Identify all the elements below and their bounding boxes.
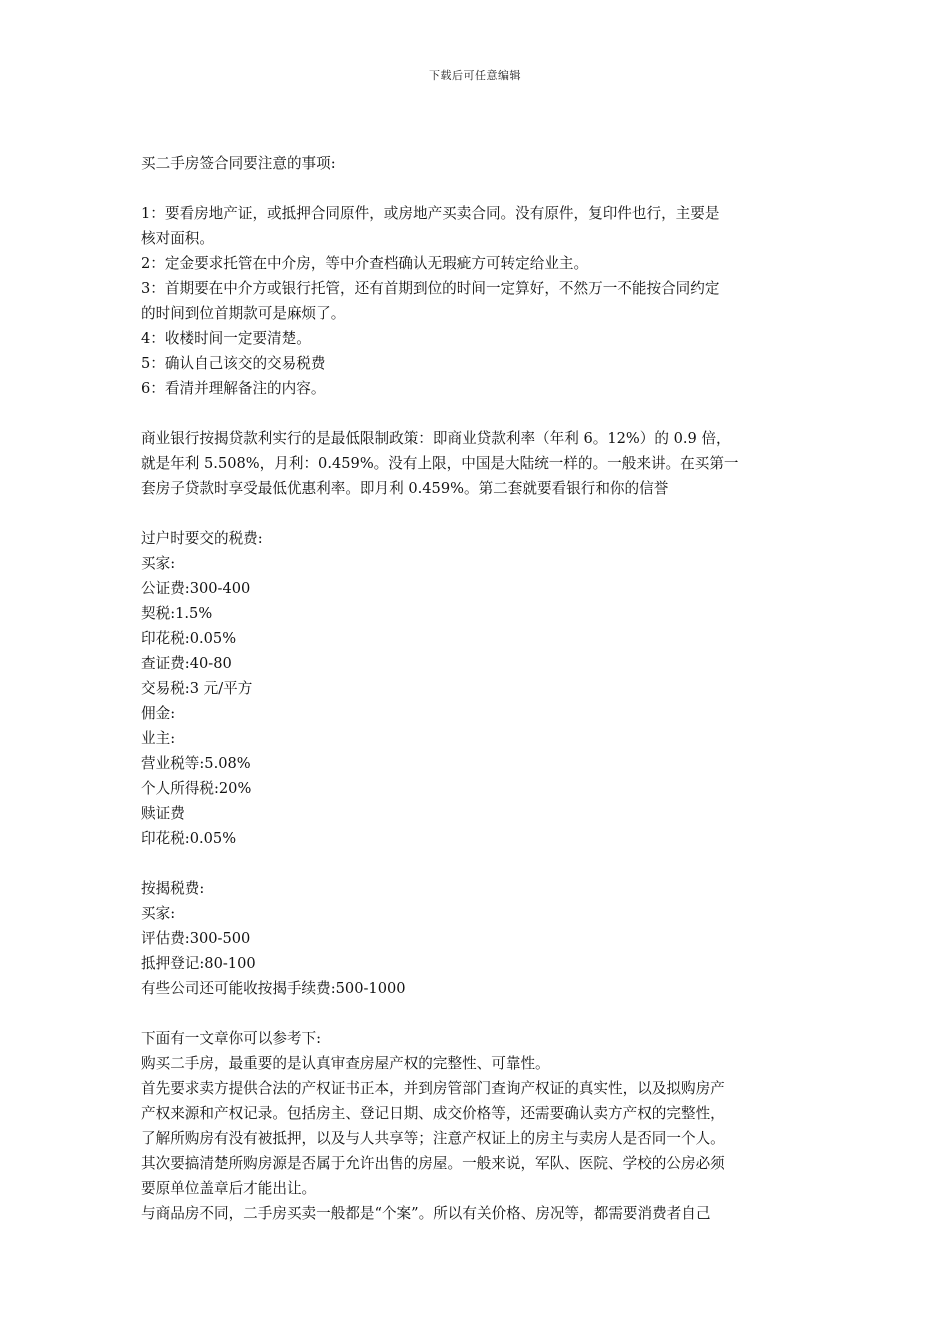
list-line: 营业税等:5.08% [141, 755, 251, 772]
paragraph-line: 购买二手房，最重要的是认真审查房屋产权的完整性、可靠性。 [141, 1055, 550, 1072]
list-line: 个人所得税:20% [141, 780, 252, 797]
paragraph-line: 下面有一文章你可以参考下: [141, 1030, 322, 1047]
paragraph-line: 要原单位盖章后才能出让。 [141, 1180, 317, 1197]
section-loan-rate [141, 426, 813, 501]
blank-line [141, 851, 813, 876]
paragraph-line: 4：收楼时间一定要清楚。 [141, 330, 311, 347]
list-line: 买家: [141, 555, 176, 572]
blank-line [141, 176, 813, 201]
list-line: 评估费:300-500 [141, 930, 251, 947]
list-line: 赎证费 [141, 805, 185, 822]
paragraph-line: 核对面积。 [141, 230, 214, 247]
paragraph-line: 2：定金要求托管在中介房，等中介查档确认无瑕疵方可转定给业主。 [141, 255, 589, 272]
list-line: 印花税:0.05% [141, 630, 237, 647]
paragraph-line: 就是年利 5.508%，月利：0.459%。没有上限，中国是大陆统一样的。一般来讲。在买第一 [141, 455, 739, 472]
list-line: 业主: [141, 730, 176, 747]
paragraph-line: 3：首期要在中介方或银行托管，还有首期到位的时间一定算好，不然万一不能按合同约定 [141, 280, 720, 297]
list-line: 买家: [141, 905, 176, 922]
section-mortgage-fees [141, 876, 813, 1001]
list-line: 查证费:40-80 [141, 655, 232, 672]
list-line: 佣金: [141, 705, 176, 722]
section-transfer-fees [141, 526, 813, 851]
blank-line [141, 1001, 813, 1026]
paragraph-line: 了解所购房有没有被抵押，以及与人共享等；注意产权证上的房主与卖房人是否同一个人。 [141, 1130, 725, 1147]
list-line: 印花税:0.05% [141, 830, 237, 847]
page-header-note: 下载后可任意编辑 [429, 69, 521, 82]
blank-line [141, 401, 813, 426]
section-contract-notes [141, 151, 813, 401]
paragraph-line: 6：看清并理解备注的内容。 [141, 380, 326, 397]
paragraph-line: 的时间到位首期款可是麻烦了。 [141, 305, 346, 322]
paragraph-line: 产权来源和产权记录。包括房主、登记日期、成交价格等，还需要确认卖方产权的完整性， [141, 1105, 725, 1122]
paragraph-line: 其次要搞清楚所购房源是否属于允许出售的房屋。一般来说，军队、医院、学校的公房必须 [141, 1155, 725, 1172]
paragraph-line: 1：要看房地产证，或抵押合同原件，或房地产买卖合同。没有原件，复印件也行，主要是 [141, 205, 720, 222]
list-line: 按揭税费: [141, 880, 205, 897]
section-title: 买二手房签合同要注意的事项: [141, 155, 336, 172]
paragraph-line: 首先要求卖方提供合法的产权证书正本，并到房管部门查询产权证的真实性，以及拟购房产 [141, 1080, 725, 1097]
list-line: 交易税:3 元/平方 [141, 680, 253, 697]
blank-line [141, 501, 813, 526]
paragraph-line: 商业银行按揭贷款利实行的是最低限制政策：即商业贷款利率（年利 6。12%）的 0.9 倍， [141, 430, 731, 447]
list-line: 契税:1.5% [141, 605, 213, 622]
paragraph-line: 与商品房不同，二手房买卖一般都是“个案”。所以有关价格、房况等，都需要消费者自己 [141, 1205, 711, 1222]
list-line: 抵押登记:80-100 [141, 955, 256, 972]
paragraph-line: 套房子贷款时享受最低优惠利率。即月利 0.459%。第二套就要看银行和你的信誉 [141, 480, 669, 497]
section-reference-article [141, 1026, 813, 1226]
list-line: 公证费:300-400 [141, 580, 251, 597]
paragraph-line: 5：确认自己该交的交易税费 [141, 355, 326, 372]
list-line: 过户时要交的税费: [141, 530, 263, 547]
list-line: 有些公司还可能收按揭手续费:500-1000 [141, 980, 406, 997]
document-body [141, 151, 813, 1226]
